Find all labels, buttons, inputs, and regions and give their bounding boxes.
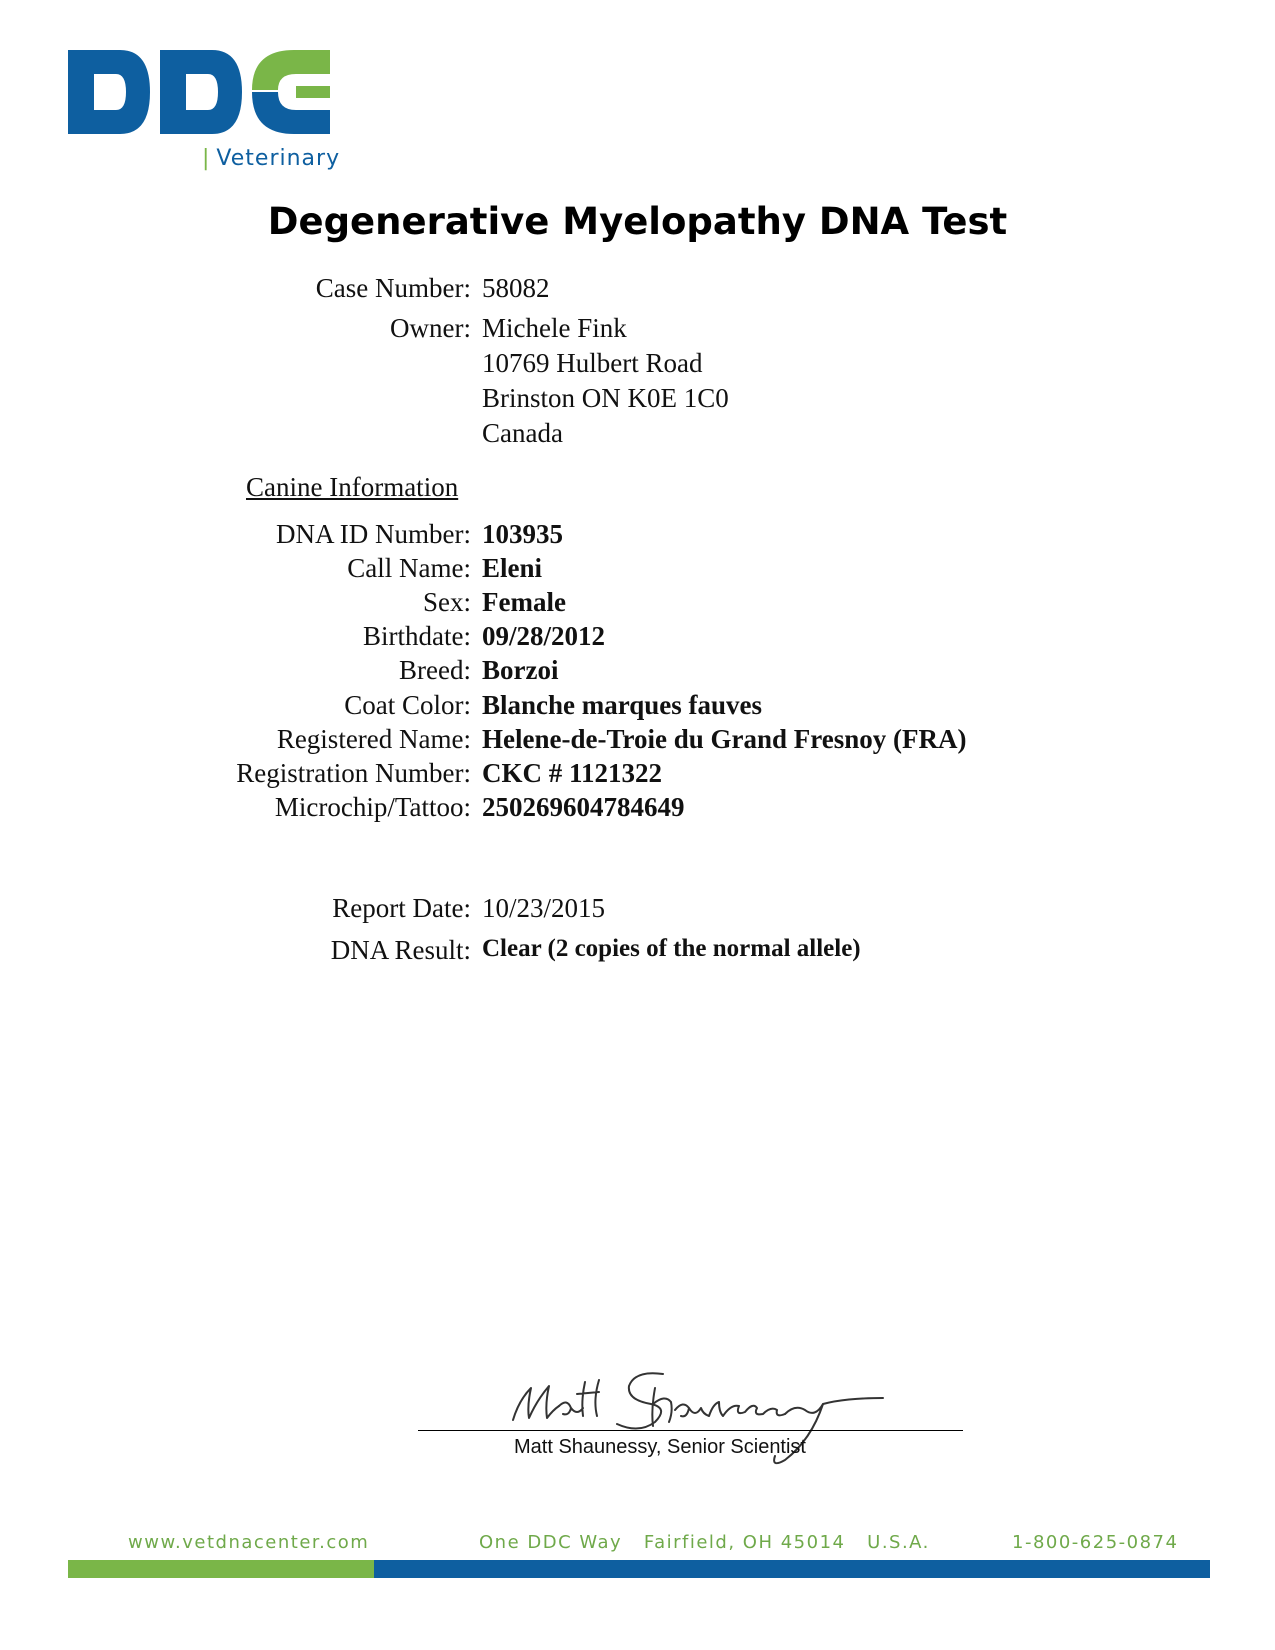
microchip-value: 250269604784649 xyxy=(482,792,685,822)
dna-result-value: Clear (2 copies of the normal allele) xyxy=(482,935,861,962)
owner-address-line2: Brinston ON K0E 1C0 xyxy=(482,383,729,413)
coat-color-row xyxy=(0,690,1275,724)
dna-id-label: DNA ID Number: xyxy=(276,519,471,549)
signature-caption: Matt Shaunessy, Senior Scientist xyxy=(514,1436,806,1458)
breed-row xyxy=(0,655,1275,689)
call-name-label: Call Name: xyxy=(347,553,471,583)
owner-country: Canada xyxy=(482,418,563,448)
microchip-row xyxy=(0,792,1275,826)
footer-blue-bar xyxy=(374,1560,1210,1578)
dna-result-row xyxy=(0,935,1275,969)
page-title: Degenerative Myelopathy DNA Test xyxy=(267,200,1008,243)
ddc-logo xyxy=(68,48,348,178)
birthdate-value: 09/28/2012 xyxy=(482,621,606,651)
sex-label: Sex: xyxy=(422,587,471,617)
breed-value: Borzoi xyxy=(482,655,559,685)
owner-row xyxy=(0,313,1275,347)
registration-number-row xyxy=(0,758,1275,792)
report-date-label: Report Date: xyxy=(332,893,471,923)
registration-number-value: CKC # 1121322 xyxy=(482,758,663,788)
birthdate-label: Birthdate: xyxy=(363,621,471,651)
microchip-label: Microchip/Tattoo: xyxy=(274,792,471,822)
registration-number-label: Registration Number: xyxy=(236,758,471,788)
registered-name-value: Helene-de-Troie du Grand Fresnoy (FRA) xyxy=(482,724,967,754)
case-number-label: Case Number: xyxy=(315,273,471,303)
dna-id-value: 103935 xyxy=(482,519,563,549)
dna-id-row xyxy=(0,519,1275,553)
signature-line xyxy=(418,1430,963,1431)
breed-label: Breed: xyxy=(399,655,471,685)
sex-row xyxy=(0,587,1275,621)
footer-website: www.vetdnacenter.com xyxy=(128,1532,370,1553)
coat-color-value: Blanche marques fauves xyxy=(482,690,763,720)
owner-label: Owner: xyxy=(390,313,471,343)
sex-value: Female xyxy=(482,587,566,617)
ddc-logo-mark xyxy=(68,48,348,138)
canine-information-heading: Canine Information xyxy=(246,472,459,502)
call-name-value: Eleni xyxy=(482,553,543,583)
footer-phone: 1-800-625-0874 xyxy=(1012,1532,1179,1553)
case-number-value: 58082 xyxy=(482,273,550,303)
footer-address: One DDC Way Fairfield, OH 45014 U.S.A. xyxy=(479,1532,930,1553)
registered-name-row xyxy=(0,724,1275,758)
registered-name-label: Registered Name: xyxy=(276,724,471,754)
coat-color-label: Coat Color: xyxy=(344,690,471,720)
footer-green-bar xyxy=(68,1560,374,1578)
report-date-value: 10/23/2015 xyxy=(482,893,606,923)
owner-name: Michele Fink xyxy=(482,313,627,343)
dna-result-label: DNA Result: xyxy=(330,935,471,965)
birthdate-row xyxy=(0,621,1275,655)
owner-address-line1: 10769 Hulbert Road xyxy=(482,348,703,378)
logo-subtitle: | Veterinary xyxy=(202,146,341,171)
case-number-row xyxy=(0,273,1275,307)
call-name-row xyxy=(0,553,1275,587)
report-date-row xyxy=(0,893,1275,927)
